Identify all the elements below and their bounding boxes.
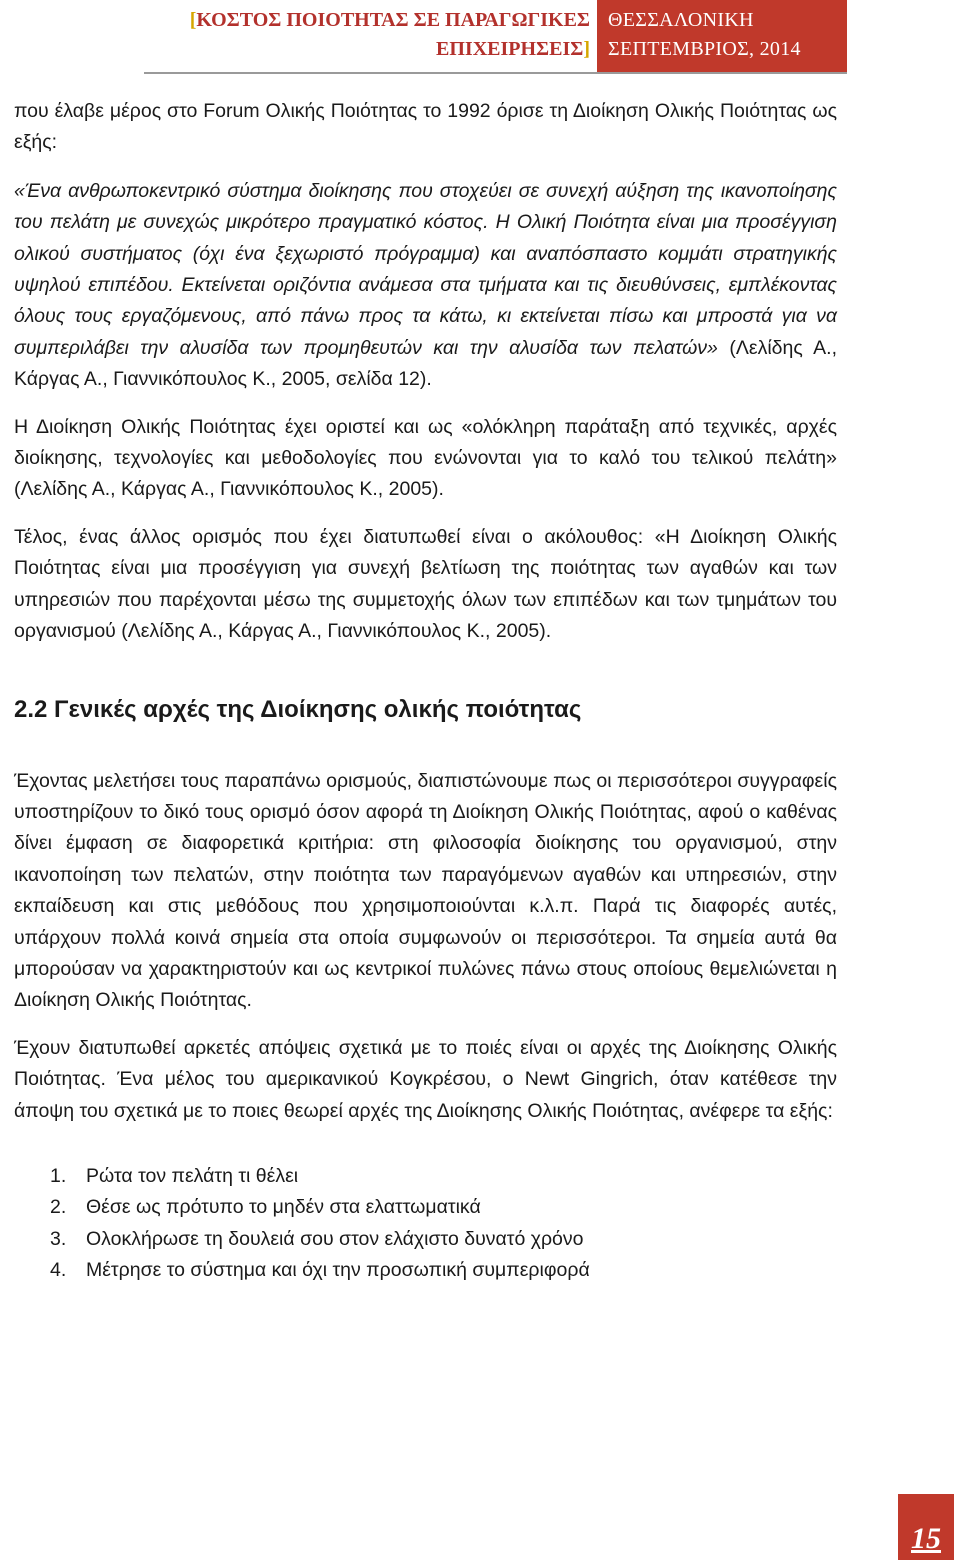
list-item-number: 1. (50, 1164, 67, 1187)
header-date: ΣΕΠΤΕΜΒΡΙΟΣ, 2014 (608, 38, 801, 60)
list-item (14, 1224, 837, 1255)
list-item-number: 2. (50, 1196, 67, 1219)
page-content (14, 96, 837, 1287)
paragraph-2 (14, 176, 837, 396)
list-item (14, 1255, 837, 1286)
paragraph-6: Έχουν διατυπωθεί αρκετές απόψεις σχετικά με το ποιές είναι οι αρχές της Διοίκησης Ολικής Ποιότητας. Ένα μέλος του αμερικανικού Κογκρέσου, ο Newt Gingrich, όταν κατέθεσε την άποψη του σχετικά με το ποιες θεωρεί αρχές της Διοίκησης Ολικής Ποιότητας, ανέφερε τα εξής: (14, 1036, 837, 1122)
quote-reference: (Λελίδης Α., Κάργας Α., Γιαννικόπουλος Κ., 2005, σελίδα 12). (14, 336, 838, 391)
list-item-text: Μέτρησε το σύστημα και όχι την προσωπική συμπεριφορά (86, 1259, 590, 1282)
paragraph-5: Έχοντας μελετήσει τους παραπάνω ορισμούς, διαπιστώνουμε πως οι περισσότεροι συγγραφείς υποστηρίζουν το δικό τους ορισμό όσον αφορά τη Διοίκηση Ολικής Ποιότητας, αφού ο καθένας δίνει έμφαση σε διαφορετικά κριτήρια: στη φιλοσοφία διοίκησης του οργανισμού, στην ικανοποίηση των πελατών, στην ποιότητα των παραγόμενων αγαθών και υπηρεσιών, στην εκπαίδευση και στις μεθόδους που χρησιμοποιούνται κ.λ.π. Παρά τις διαφορές αυτές, υπάρχουν πολλά κοινά σημεία στα οποία συμφωνούν οι περισσότεροι. Τα σημεία αυτά θα μπορούσαν να χαρακτηριστούν και ως κεντρικοί πυλώνες πάνω στους οποίους θεμελιώνεται η Διοίκηση Ολικής Ποιότητας. (14, 769, 837, 1012)
header-city: ΘΕΣΣΑΛΟΝΙΚΗ (608, 9, 754, 31)
header-title-line1 (144, 6, 590, 35)
page-number: 15 (911, 1522, 941, 1555)
header-title-line2 (144, 35, 590, 64)
list-item-text: Ολοκλήρωσε τη δουλειά σου στον ελάχιστο δυνατό χρόνο (86, 1227, 584, 1250)
page-number-box (898, 1494, 954, 1560)
header-title-text1: ΚΟΣΤΟΣ ΠΟΙΟΤΗΤΑΣ ΣΕ ΠΑΡΑΓΩΓΙΚΕΣ (196, 9, 590, 31)
section-heading: 2.2 Γενικές αρχές της Διοίκησης ολικής ποιότητας (14, 695, 582, 723)
principles-list (14, 1161, 837, 1287)
header-title (144, 6, 590, 64)
paragraph-3: Η Διοίκηση Ολικής Ποιότητας έχει οριστεί και ως «ολόκληρη παράταξη από τεχνικές, αρχές διοίκησης, τεχνολογίες και μεθοδολογίες που ενώνονται για το καλό του τελικού πελάτη» (Λελίδης Α., Κάργας Α., Γιαννικόπουλος Κ., 2005). (14, 415, 837, 501)
list-item (14, 1192, 837, 1223)
list-item-number: 3. (50, 1227, 67, 1250)
list-item (14, 1161, 837, 1192)
list-item-text: Ρώτα τον πελάτη τι θέλει (86, 1164, 299, 1187)
definition-quote: «Ένα ανθρωποκεντρικό σύστημα διοίκησης που στοχεύει σε συνεχή αύξηση της ικανοποίησης του πελάτη με συνεχώς μικρότερο πραγματικό κόστος. Η Ολική Ποιότητα είναι μια προσέγγιση ολικού συστήματος (όχι ένα ξεχωριστό πρόγραμμα) και αναπόσπαστο κομμάτι στρατηγικής υψηλού επιπέδου. Εκτείνεται οριζόντια ανάμεσα στα τμήματα και τις διευθύνσεις, εμπλέκοντας όλους τους εργαζόμενους, από πάνω προς τα κάτω, κι εκτείνεται πίσω και μπροστά για να συμπεριλάβει την αλυσίδα των προμηθευτών και την αλυσίδα των πελατών» (14, 179, 837, 359)
paragraph-4: Τέλος, ένας άλλος ορισμός που έχει διατυπωθεί είναι ο ακόλουθος: «Η Διοίκηση Ολικής Ποιότητας είναι μια προσέγγιση για συνεχή βελτίωση της ποιότητας των αγαθών και των υπηρεσιών που παρέχονται μέσω της συμμετοχής όλων των επιπέδων και των τμημάτων του οργανισμού (Λελίδης Α., Κάργας Α., Γιαννικόπουλος Κ., 2005). (14, 525, 837, 643)
header-divider (144, 72, 847, 74)
bracket-close: ] (583, 38, 590, 60)
bracket-open: [ (189, 9, 197, 31)
header-title-text2: ΕΠΙΧΕΙΡΗΣΕΙΣ (436, 38, 584, 60)
paragraph-1: που έλαβε μέρος στο Forum Ολικής Ποιότητας το 1992 όρισε τη Διοίκηση Ολικής Ποιότητας ως εξής: (14, 100, 837, 154)
list-item-number: 4. (50, 1259, 67, 1282)
header-date-box (597, 0, 847, 72)
list-item-text: Θέσε ως πρότυπο το μηδέν στα ελαττωματικά (86, 1196, 481, 1219)
